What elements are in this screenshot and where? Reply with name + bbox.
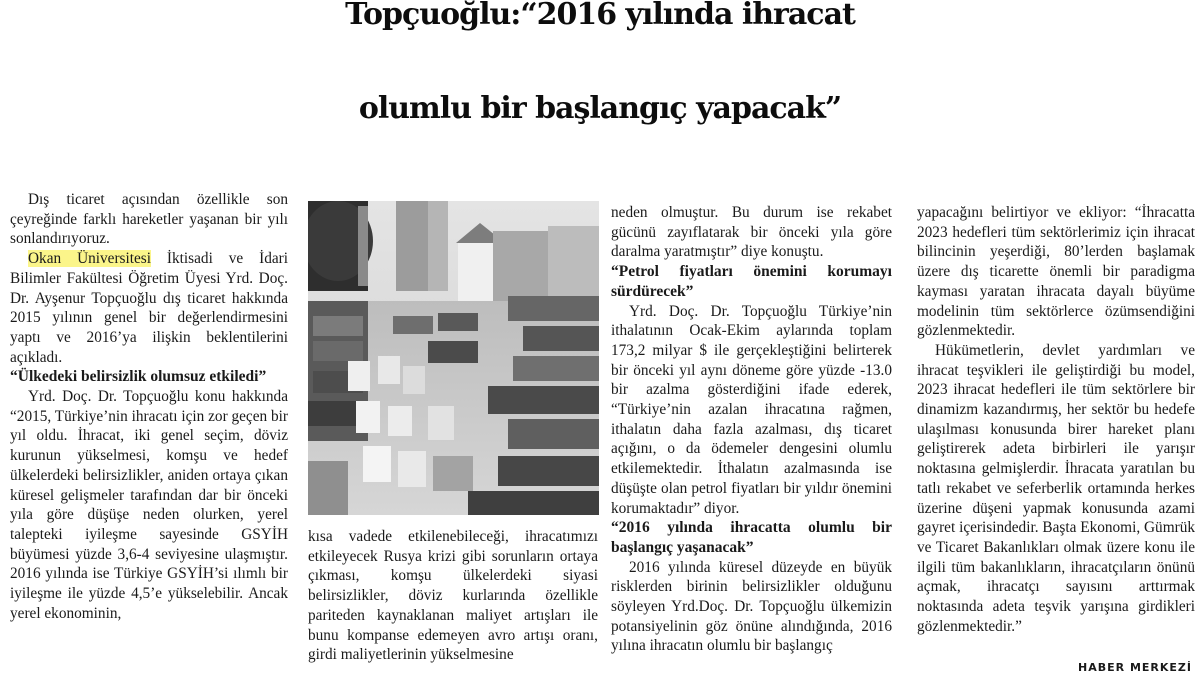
- paragraph-university: [10, 249, 288, 367]
- paragraph-2023-targets: yapacağını belirtiyor ve ekliyor: “İhracatta 2023 hedefleri tüm sektörlerimiz için ihracat bilincinin yeşerdiği, 80’lerden başlamak üzere dış ticarette önemli bir paradigma kayması yaratan ihracata dayalı büyüme modelinin tüm sektörlerce özümsendiğini gözlenmektedir.: [917, 204, 1195, 340]
- paragraph-risks: kısa vadede etkilenebileceği, ihracatımızı etkileyecek Rusya krizi gibi sorunların ortaya çıkması, komşu ülkelerdeki siyasi belirsizlikler, döviz kurlarında özellikle pariteden kaynaklanan maliyet artışları ile bunu kompanse edemeyen avro artışı oranı, girdi maliyetlerinin yükselmesine: [308, 528, 598, 664]
- container-port-photo: [308, 201, 599, 515]
- paragraph-competitiveness: neden olmuştur. Bu durum ise rekabet gücünü zayıflatarak bir önceki yıla göre daralma yaratmıştır” diye konuştu.: [611, 204, 892, 261]
- paragraph-imports: Yrd. Doç. Dr. Topçuoğlu Türkiye’nin ithalatının Ocak-Ekim aylarında toplam 173,2 milyar $ ile gerçekleştiğini belirterek bir önceki yıl aynı döneme göre yüzde -13.0 bir azalma gösterdiğini ifade ederek, “Türkiye’nin azalan ihracatına rağmen, ithalatın daha fazla azalması, dış ticaret açığını, o da ödemeler dengesini olumlu etkilemektedir. İthalatın azalmasında ise düşüşte olan petrol fiyatları bir yıldır önemini korumaktadır” diyor.: [611, 302, 892, 517]
- headline-line-1: Topçuoğlu:“2016 yılında ihracat: [345, 0, 855, 32]
- paragraph-intro: Dış ticaret açısından özellikle son çeyreğinde farklı hareketler yaşanan bir yılı sonlandırıyoruz.: [10, 191, 288, 248]
- article-column-3: [611, 203, 892, 656]
- highlighted-university-name: Okan Üniversitesi: [28, 250, 151, 268]
- article-column-2: [308, 527, 598, 665]
- article-column-4: [917, 203, 1195, 636]
- paragraph-university-text: İktisadi ve İdari Bilimler Fakültesi Öğretim Üyesi Yrd. Doç. Dr. Ayşenur Topçuoğlu dış ticaret hakkında 2015 yılının genel bir değerlendirmesini yaptı ve 2016’ya ilişkin beklentilerini açıkladı.: [10, 250, 288, 366]
- byline-credit: HABER MERKEZİ: [1078, 661, 1192, 674]
- subheading-oil-prices: “Petrol fiyatları önemini korumayı sürdürecek”: [611, 263, 892, 300]
- headline-line-2: olumlu bir başlangıç yapacak”: [358, 91, 842, 126]
- paragraph-government-model: Hükümetlerin, devlet yardımları ve ihracat teşvikleri ile geliştirdiği bu model, 2023 ihracat hedefleri ile tüm sektörlere bir dinamizm kazandırmış, her sektör bu hedefe ulaşılması konusunda birer hareket planı geliştirerek adeta birbirleri ile yarışır noktasına gelmişlerdir. İhracata yaratılan bu tatlı rekabet ve seferberlik ortamında herkes üzerine düşeni yapmak konusunda azami gayret içerisindedir. Başta Ekonomi, Gümrük ve Ticaret Bakanlıkları olmak üzere konu ile ilgili tüm bakanlıkların, ihracatçıların önünü açmak, ihracatçı sayısını arttırmak noktasında adeta teşvik yarışına girdikleri gözlenmektedir.”: [917, 341, 1195, 635]
- subheading-uncertainty: “Ülkedeki belirsizlik olumsuz etkiledi”: [10, 368, 267, 386]
- subheading-2016-start: “2016 yılında ihracatta olumlu bir başlangıç yaşanacak”: [611, 519, 892, 556]
- article-column-1: [10, 190, 288, 623]
- paragraph-2015-review: Yrd. Doç. Dr. Topçuoğlu konu hakkında “2015, Türkiye’nin ihracatı için zor geçen bir yıl oldu. İhracat, iki genel seçim, döviz kurunun yükselmesi, komşu ve hedef ülkelerdeki belirsizlikler, aniden ortaya çıkan küresel gelişmeler tarafından dar bir önceki yıla göre düşüşe neden olurken, yerel talepteki iyileşme sayesinde GSYİH büyümesi yüzde 3,6-4 seviyesine ulaşmıştır. 2016 yılında ise Türkiye GSYİH’si ılımlı bir iyileşme ile yüzde 4,5’e yükselebilir. Ancak yerel ekonominin,: [10, 388, 288, 622]
- paragraph-2016-outlook: 2016 yılında küresel düzeyde en büyük risklerden birinin belirsizlikler olduğunu söyleyen Yrd.Doç. Dr. Topçuoğlu ülkemizin potansiyelinin göz önüne alındığında, 2016 yılına ihracatın olumlu bir başlangıç: [611, 558, 892, 655]
